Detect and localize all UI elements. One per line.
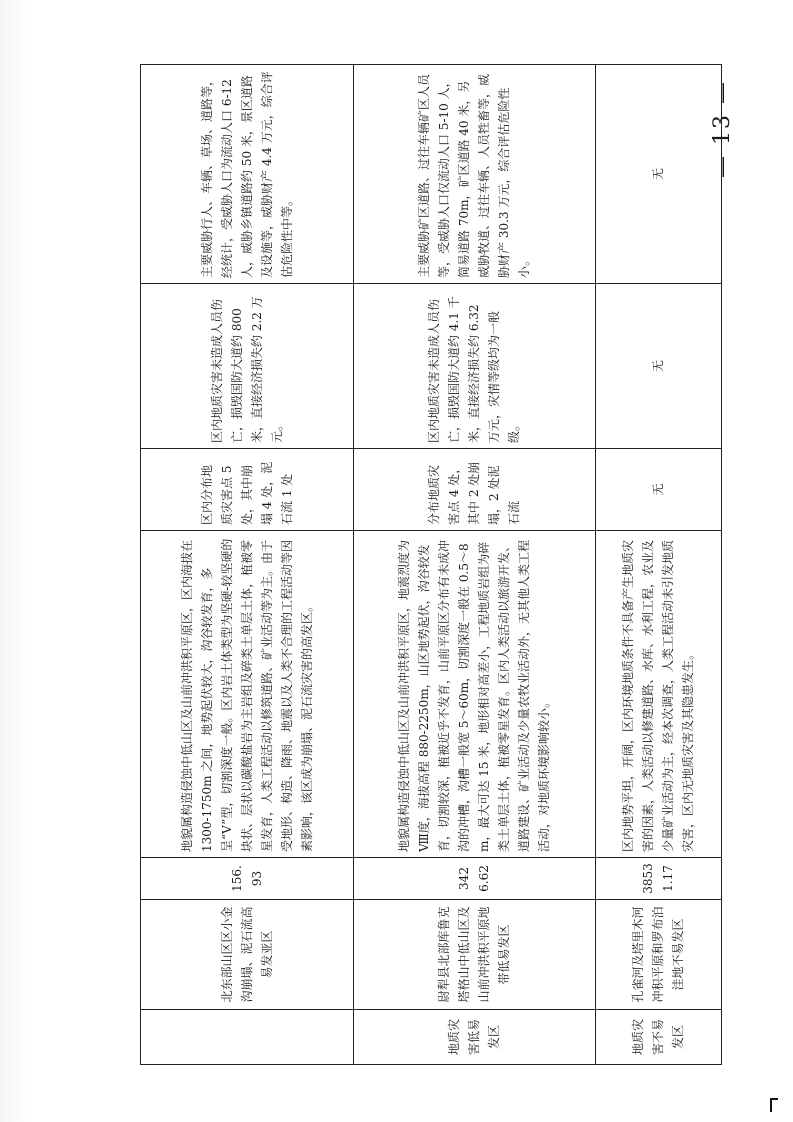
loss-cell: 无 bbox=[595, 284, 721, 449]
category-cell bbox=[141, 1010, 354, 1065]
threat-cell: 主要威胁行人、车辆、草场、道路等，经统计，受威胁人口为流动人口 6-12 人，威胁乡镇道路约 50 米，景区道路及设施等，威胁财产 4.4 万元，综合评估危险性中等。 bbox=[141, 65, 354, 284]
terrain-description-cell: 区内地势平坦，开阔，区内环境地质条件不具备产生地质灾害的因素，人类活动以修建道路、水库、水利工程，农业及少量矿业活动为主，经本次调查，人类工程活动未引发地质灾害，区内无地质灾害及其隐患发生。 bbox=[595, 531, 721, 858]
terrain-description-cell: 地貌属构造侵蚀中低山区及山前冲洪积平原区，地震烈度为Ⅷ度，海拔高程 880-2250m，山区地势起伏，沟谷较发育，切割较深，植被近乎不发育，山前平原区分布有未成冲沟的冲槽，沟槽一般宽 5～60m，切割深度一般在 0.5～8m，最大可达 15 米，地形相对高差小，工程地质岩组为碎类土单层土体，植被零星发育。区内人类活动以旅游开发、道路建设、矿业活动及少量农牧业活动外，无其他人类工程活动，对地质环境影响较小。 bbox=[353, 531, 595, 858]
area-cell: 156.93 bbox=[141, 858, 354, 900]
scan-edge-shade bbox=[0, 0, 28, 1122]
table-row bbox=[595, 65, 721, 1065]
loss-cell: 区内地质灾害未造成人员伤亡，损毁国防大道约 4.1 千米，直接经济损失约 6.32 万元，灾情等级均为一般级。 bbox=[353, 284, 595, 449]
table-row bbox=[141, 65, 354, 1065]
region-name-cell: 北东部山区区小金沟崩塌、泥石流高易发亚区 bbox=[141, 900, 354, 1010]
region-name-cell: 孔雀河及塔里木河冲积平原和罗布泊洼地不易发区 bbox=[595, 900, 721, 1010]
corner-crop-mark bbox=[770, 1098, 778, 1112]
table-row bbox=[353, 65, 595, 1065]
rotated-table-page bbox=[140, 65, 722, 1065]
category-cell: 地质灾害不易发区 bbox=[595, 1010, 721, 1065]
threat-cell: 无 bbox=[595, 65, 721, 284]
hazard-points-cell: 区内分布地质灾害点 5 处，其中崩塌 4 处，泥石流 1 处 bbox=[141, 449, 354, 531]
page-number: — 13 — bbox=[710, 80, 735, 178]
terrain-description-cell: 地貌属构造侵蚀中低山区及山前冲洪积平原区，区内海拔在 1300-1750m 之间，地势起伏较大，沟谷较发育，多呈“V”型，切割深度一般。区内岩土体类型为坚硬-较坚硬的块状、层状以碳酸盐岩为主岩组及碎类土单层土体，植被零星发育，人类工程活动以修筑道路、矿业活动等为主。由于受地形、构造、降雨、地震以及人类不合理的工程活动等因素影响，该区成为崩塌、泥石流灾害的高发区。 bbox=[141, 531, 354, 858]
threat-cell: 主要威胁矿区道路、过往车辆矿区人员等，受威胁人口仅流动人口 5-10 人，简易道路 70m，矿区道路 40 米，另威胁牧道、过往车辆、人员牲畜等，威胁财产 30.3 万元，综合评估危险性小。 bbox=[353, 65, 595, 284]
hazard-points-cell: 无 bbox=[595, 449, 721, 531]
category-cell: 地质灾害低易发区 bbox=[353, 1010, 595, 1065]
loss-cell: 区内地质灾害未造成人员伤亡，损毁国防大道约 800 米，直接经济损失约 2.2 万元。 bbox=[141, 284, 354, 449]
area-cell: 3426.62 bbox=[353, 858, 595, 900]
region-name-cell: 尉犁县北部库鲁克塔格山中低山区及山前冲洪积平原地带低易发区 bbox=[353, 900, 595, 1010]
hazard-points-cell: 分布地质灾害点 4 处，其中 2 处崩塌，2 处泥石流 bbox=[353, 449, 595, 531]
hazard-zoning-table bbox=[140, 64, 722, 1065]
area-cell: 38531.17 bbox=[595, 858, 721, 900]
